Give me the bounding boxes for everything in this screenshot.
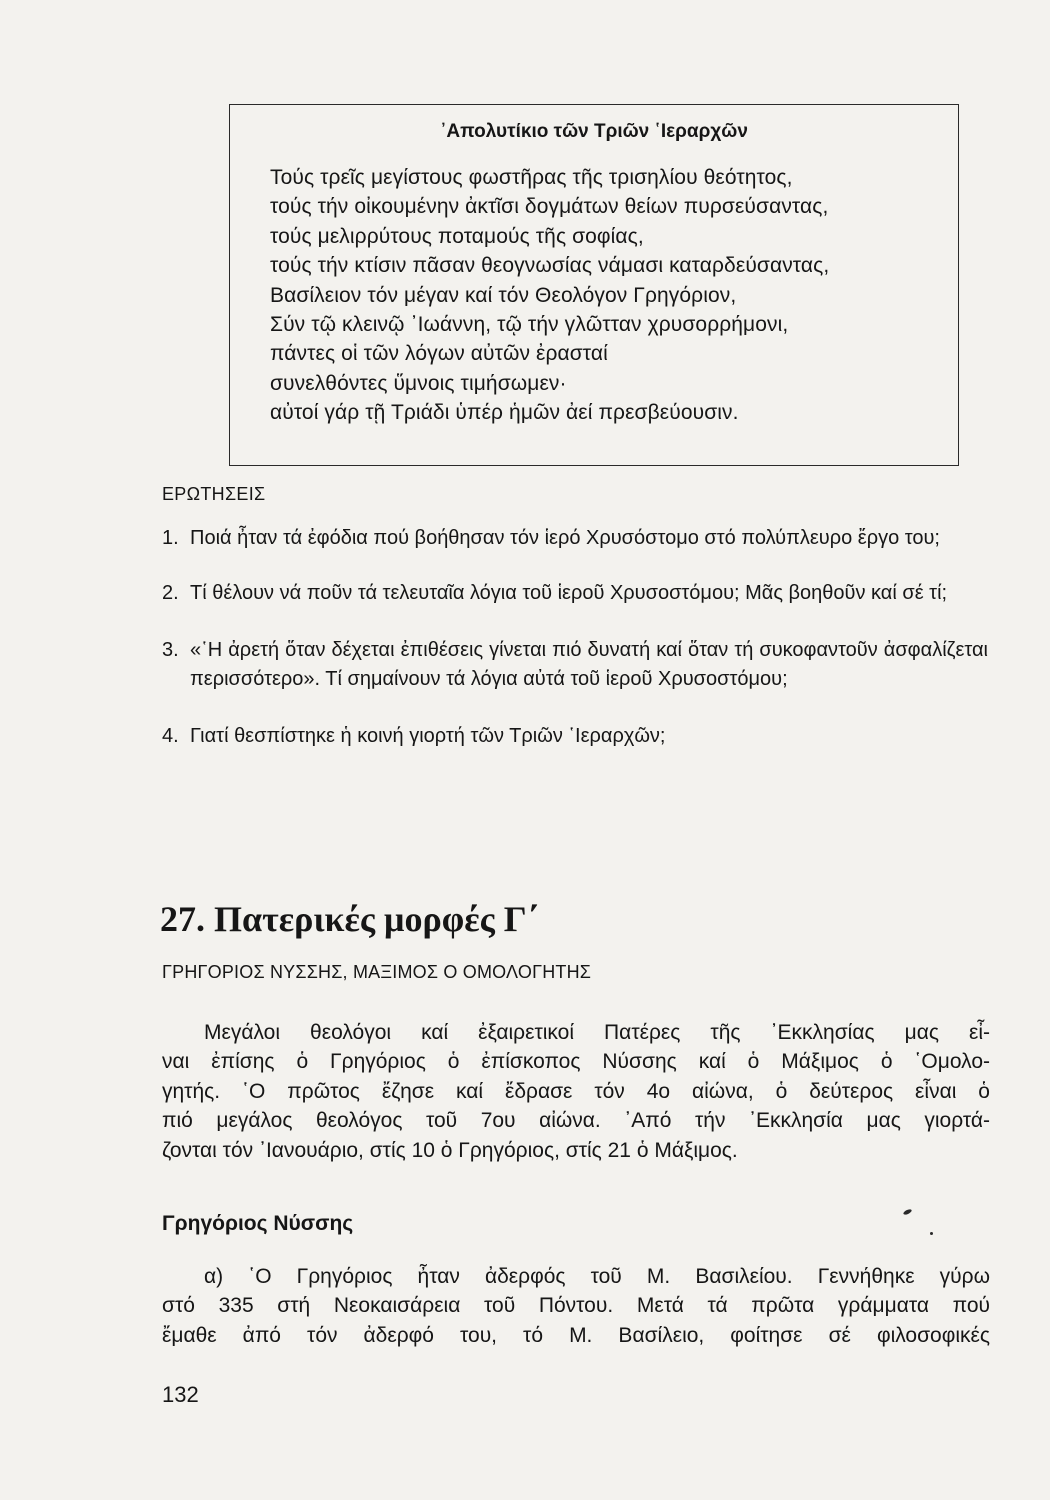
- paragraph-line: ζονται τόν ᾿Ιανουάριο, στίς 10 ὁ Γρηγόριος, στίς 21 ὁ Μάξιμος.: [162, 1138, 738, 1162]
- scan-speck: [903, 1208, 913, 1215]
- hymn-title: ᾿Απολυτίκιο τῶν Τριῶν ῾Ιεραρχῶν: [440, 121, 748, 142]
- hymn-line: τούς τήν κτίσιν πᾶσαν θεογνωσίας νάμασι καταρδεύσαντας,: [270, 254, 830, 278]
- question-number: 4.: [162, 725, 179, 747]
- question-number: 2.: [162, 582, 179, 604]
- question-number: 3.: [162, 639, 179, 661]
- section-subtitle: ΓΡΗΓΟΡΙΟΣ ΝΥΣΣΗΣ, ΜΑΞΙΜΟΣ Ο ΟΜΟΛΟΓΗΤΗΣ: [162, 962, 592, 982]
- question-text: «῾Η ἀρετή ὅταν δέχεται ἐπιθέσεις γίνεται πιό δυνατή καί ὅταν τή συκοφαντοῦν ἀσφαλίζεται περισσότερο». Τί σημαίνουν τά λόγια αὐτά τοῦ ἱεροῦ Χρυσοστόμου;: [190, 639, 988, 690]
- hymn-line: αὐτοί γάρ τῇ Τριάδι ὑπέρ ἡμῶν ἀεί πρεσβεύουσιν.: [270, 401, 739, 425]
- gregory-paragraph: [162, 1262, 990, 1350]
- paragraph-line: γητής. ῾Ο πρῶτος ἔζησε καί ἔδρασε τόν 4ο αἰώνα, ὁ δεύτερος εἶναι ὁ: [162, 1079, 990, 1103]
- intro-paragraph: [162, 1018, 990, 1165]
- hymn-line: συνελθόντες ὕμνοις τιμήσωμεν·: [270, 371, 567, 395]
- hymn-line: πάντες οἱ τῶν λόγων αὐτῶν ἐρασταί: [270, 342, 608, 366]
- page-number: 132: [162, 1382, 199, 1407]
- question-number: 1.: [162, 527, 179, 549]
- question-text: Γιατί θεσπίστηκε ἡ κοινή γιορτή τῶν Τριῶν ῾Ιεραρχῶν;: [190, 725, 666, 747]
- hymn-box: [229, 104, 959, 466]
- hymn-line: Βασίλειον τόν μέγαν καί τόν Θεολόγον Γρηγόριον,: [270, 283, 737, 307]
- scan-speck: [930, 1232, 933, 1235]
- paragraph-line: α) ῾Ο Γρηγόριος ἦταν ἀδερφός τοῦ Μ. Βασιλείου. Γεννήθηκε γύρω: [204, 1265, 990, 1288]
- hymn-line: τούς μελιρρύτους ποταμούς τῆς σοφίας,: [270, 224, 644, 248]
- question-text: Τί θέλουν νά ποῦν τά τελευταῖα λόγια τοῦ ἱεροῦ Χρυσοστόμου; Μᾶς βοηθοῦν καί σέ τί;: [190, 582, 948, 604]
- paragraph-line: στό 335 στή Νεοκαισάρεια τοῦ Πόντου. Μετά τά πρῶτα γράμματα πού: [162, 1294, 990, 1318]
- paragraph-line: ἔμαθε ἀπό τόν ἀδερφό του, τό Μ. Βασίλειο, φοίτησε σέ φιλοσοφικές: [162, 1323, 990, 1347]
- paragraph-line: Μεγάλοι θεολόγοι καί ἐξαιρετικοί Πατέρες τῆς ᾿Εκκλησίας μας εἶ-: [204, 1021, 990, 1044]
- paragraph-line: πιό μεγάλος θεολόγος τοῦ 7ου αἰώνα. ᾿Από τήν ᾿Εκκλησία μας γιορτά-: [162, 1109, 990, 1133]
- hymn-line: Τούς τρεῖς μεγίστους φωστῆρας τῆς τρισηλίου θεότητος,: [270, 166, 793, 189]
- section-title: 27. Πατερικές μορφές Γ΄: [160, 899, 539, 939]
- hymn-line: Σύν τῷ κλεινῷ ᾿Ιωάννη, τῷ τήν γλῶτταν χρυσορρήμονι,: [270, 313, 789, 337]
- gregory-heading: Γρηγόριος Νύσσης: [162, 1212, 354, 1235]
- hymn-lines: [270, 163, 829, 428]
- paragraph-line: ναι ἐπίσης ὁ Γρηγόριος ὁ ἐπίσκοπος Νύσσης καί ὁ Μάξιμος ὁ ῾Ομολο-: [162, 1050, 990, 1074]
- hymn-line: τούς τήν οἰκουμένην ἀκτῖσι δογμάτων θείων πυρσεύσαντας,: [270, 195, 829, 219]
- question-text: Ποιά ἦταν τά ἐφόδια πού βοήθησαν τόν ἱερό Χρυσόστομο στό πολύπλευρο ἔργο του;: [190, 527, 940, 549]
- questions-heading: ΕΡΩΤΗΣΕΙΣ: [162, 484, 266, 504]
